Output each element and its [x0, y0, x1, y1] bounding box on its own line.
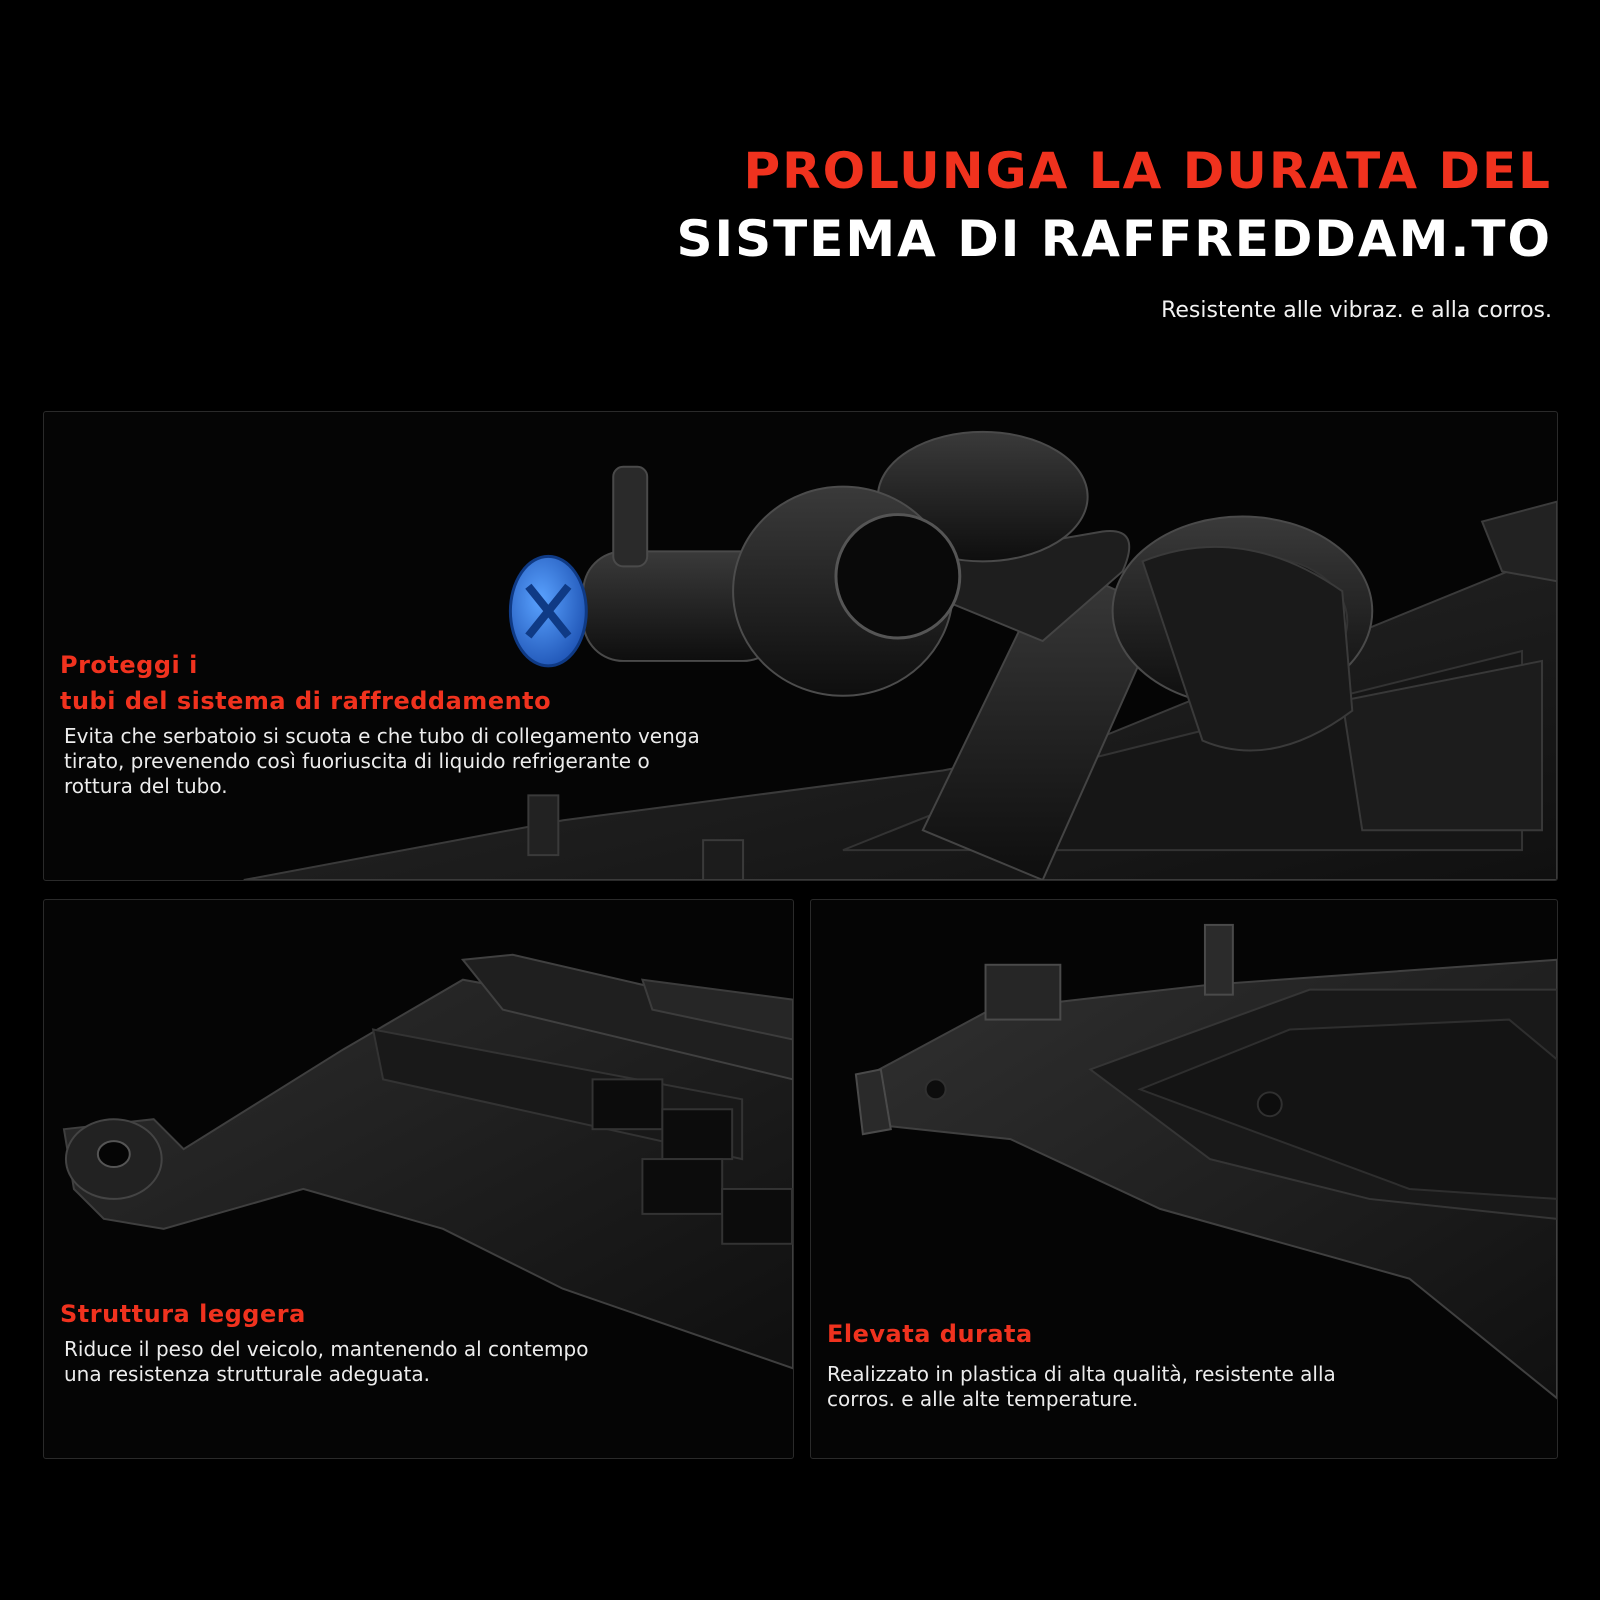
feature-desc-lightweight: Riduce il peso del veicolo, mantenendo al contempo una resistenza strutturale adeguata. [64, 1337, 589, 1386]
subheadline: Resistente alle vibraz. e alla corros. [1161, 298, 1552, 323]
feature-title-durability: Elevata durata [827, 1320, 1033, 1348]
feature-desc-protect-hoses: Evita che serbatoio si scuota e che tubo di collegamento venga tirato, prevenendo così fuoriuscita di liquido refrigerante o rottura del tubo. [64, 724, 700, 798]
feature-panel-protect-hoses [43, 411, 1558, 881]
feature-desc-durability: Realizzato in plastica di alta qualità, resistente alla corros. e alle alte temperature. [827, 1362, 1336, 1411]
headline-line-2: SISTEMA DI RAFFREDDAM.TO [676, 210, 1552, 268]
headline-line-1: PROLUNGA LA DURATA DEL [743, 142, 1552, 200]
feature-title-lightweight: Struttura leggera [60, 1300, 306, 1328]
feature-title-protect-hoses-line-2: tubi del sistema di raffreddamento [60, 687, 552, 715]
feature-panel-durability [810, 899, 1558, 1459]
feature-title-protect-hoses [60, 647, 760, 719]
feature-title-protect-hoses-line-1: Proteggi i [60, 651, 198, 679]
expansion-tank-bracket-image [44, 412, 1557, 880]
feature-panel-lightweight [43, 899, 794, 1459]
